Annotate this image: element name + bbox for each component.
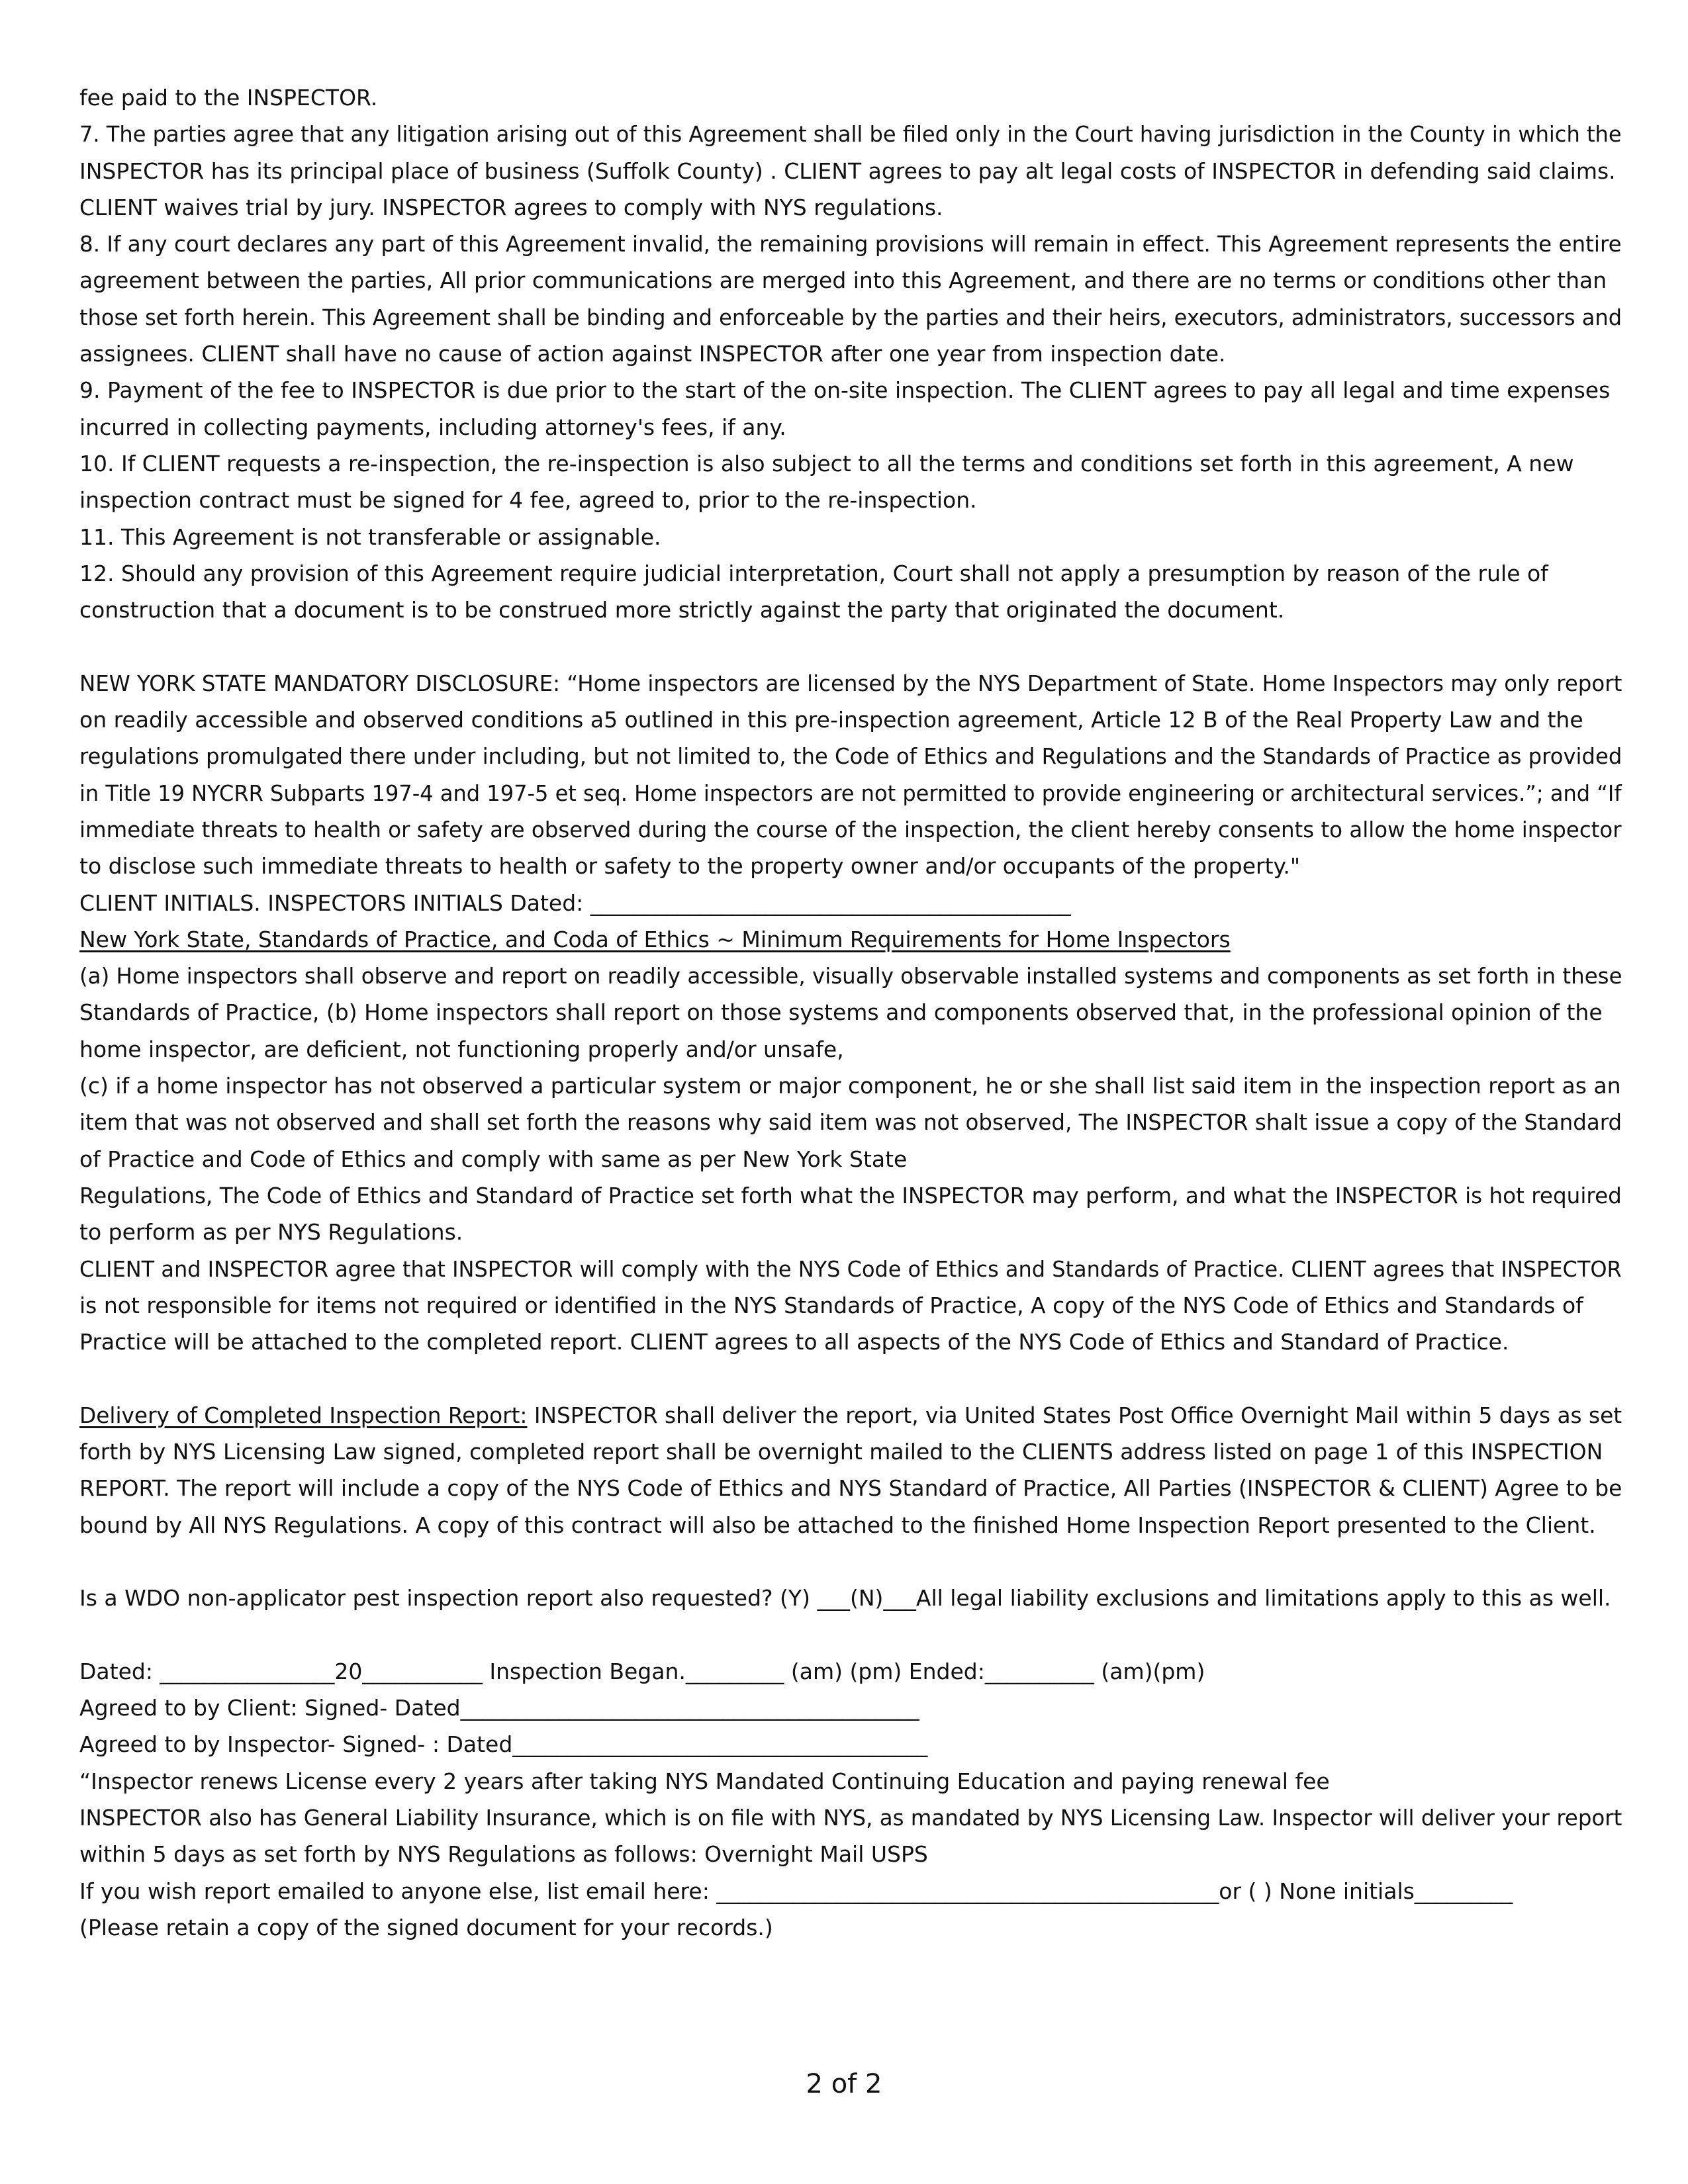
text-line: bound by All NYS Regulations. A copy of this contract will also be attached to the finished Home Inspection Report presented to the Client. xyxy=(79,1512,1596,1538)
text-line: 11. This Agreement is not transferable or assignable. xyxy=(79,523,661,550)
blank-line xyxy=(79,1616,1622,1653)
delivery-paragraph-first-line xyxy=(79,1397,1622,1433)
text-line: is not responsible for items not required or identified in the NYS Standards of Practice, A copy of the NYS Code of Ethics and Standards of xyxy=(79,1292,1583,1318)
agreement-text xyxy=(79,79,1622,1397)
text-line: 7. The parties agree that any litigation arising out of this Agreement shall be filed only in the Court having jurisdiction in the County in which the xyxy=(79,121,1622,148)
text-line: on readily accessible and observed conditions a5 outlined in this pre-inspection agreement, Article 12 B of the Real Property Law and the xyxy=(79,707,1583,733)
text-line: If you wish report emailed to anyone else, list email here: ______________________________________________or ( ) None initials_________ xyxy=(79,1878,1513,1904)
text-line: CLIENT INITIALS. INSPECTORS INITIALS Dated: ____________________________________________ xyxy=(79,889,1071,916)
text-line: CLIENT waives trial by jury. INSPECTOR agrees to comply with NYS regulations. xyxy=(79,194,943,220)
text-line: to disclose such immediate threats to health or safety to the property owner and/or occupants of the property." xyxy=(79,853,1301,880)
text-line: INSPECTOR also has General Liability Insurance, which is on file with NYS, as mandated by NYS Licensing Law. Inspector will deliver your report xyxy=(79,1804,1622,1831)
text-line: Dated: ________________20___________ Inspection Began._________ (am) (pm) Ended:__________ (am)(pm) xyxy=(79,1658,1205,1684)
text-line: incurred in collecting payments, including attorney's fees, if any. xyxy=(79,414,786,440)
text-line: home inspector, are deficient, not functioning properly and/or unsafe, xyxy=(79,1036,844,1062)
text-line: those set forth herein. This Agreement shall be binding and enforceable by the parties and their heirs, executors, administrators, successors and xyxy=(79,304,1622,330)
text-line: forth by NYS Licensing Law signed, completed report shall be overnight mailed to the CLIENTS address listed on page 1 of this INSPECTION xyxy=(79,1438,1603,1465)
text-line: Is a WDO non-applicator pest inspection report also requested? (Y) ___(N)___All legal liability exclusions and limitations apply to this as well. xyxy=(79,1585,1611,1612)
text-line: New York State, Standards of Practice, and Coda of Ethics ~ Minimum Requirements for Home Inspectors xyxy=(79,926,1231,952)
text-line: agreement between the parties, All prior communications are merged into this Agreement, and there are no terms or conditions other than xyxy=(79,267,1607,294)
text-line: Standards of Practice, (b) Home inspectors shall report on those systems and components observed that, in the professional opinion of the xyxy=(79,999,1603,1026)
delivery-paragraph xyxy=(79,1433,1622,1543)
text-line: (a) Home inspectors shall observe and report on readily accessible, visually observable installed systems and components as set forth in these xyxy=(79,963,1622,989)
text-line: fee paid to the INSPECTOR. xyxy=(79,85,378,111)
document-body xyxy=(79,79,1622,1946)
text-line: (Please retain a copy of the signed document for your records.) xyxy=(79,1914,773,1940)
text-line: inspection contract must be signed for 4 fee, agreed to, prior to the re-inspection. xyxy=(79,487,977,514)
text-line: 10. If CLIENT requests a re-inspection, the re-inspection is also subject to all the terms and conditions set forth in this agreement, A new xyxy=(79,450,1574,477)
text-line: Regulations, The Code of Ethics and Standard of Practice set forth what the INSPECTOR may perform, and what the INSPECTOR is hot required xyxy=(79,1182,1622,1208)
text-line: Agreed to by Inspector- Signed- : Dated______________________________________ xyxy=(79,1731,928,1758)
text-line: assignees. CLIENT shall have no cause of action against INSPECTOR after one year from inspection date. xyxy=(79,341,1226,367)
text-line: INSPECTOR has its principal place of business (Suffolk County) . CLIENT agrees to pay alt legal costs of INSPECTOR in defending said claims. xyxy=(79,158,1616,184)
text-line: immediate threats to health or safety are observed during the course of the inspection, the client hereby consents to allow the home inspector xyxy=(79,816,1622,842)
text-line: REPORT. The report will include a copy of the NYS Code of Ethics and NYS Standard of Practice, All Parties (INSPECTOR & CLIENT) Agree to be xyxy=(79,1475,1622,1502)
text-line: regulations promulgated there under including, but not limited to, the Code of Ethics and Regulations and the Standards of Practice as provided xyxy=(79,743,1622,770)
text-line: Agreed to by Client: Signed- Dated__________________________________________ xyxy=(79,1695,919,1721)
text-line: 12. Should any provision of this Agreement require judicial interpretation, Court shall not apply a presumption by reason of the rule of xyxy=(79,560,1548,586)
blank-line xyxy=(79,628,1622,664)
blank-line xyxy=(79,1360,1622,1396)
text-line: 8. If any court declares any part of this Agreement invalid, the remaining provisions will remain in effect. This Agreement represents the entire xyxy=(79,231,1622,257)
delivery-first-line-text: INSPECTOR shall deliver the report, via United States Post Office Overnight Mail within 5 days as set xyxy=(527,1402,1622,1428)
text-line: to perform as per NYS Regulations. xyxy=(79,1219,463,1246)
text-line: of Practice and Code of Ethics and comply with same as per New York State xyxy=(79,1146,908,1172)
blank-line xyxy=(79,1543,1622,1580)
text-line: NEW YORK STATE MANDATORY DISCLOSURE: “Home inspectors are licensed by the NYS Department of State. Home Inspectors may only report xyxy=(79,670,1622,696)
text-line: item that was not observed and shall set forth the reasons why said item was not observed, The INSPECTOR shalt issue a copy of the Standard xyxy=(79,1109,1622,1136)
text-line: construction that a document is to be construed more strictly against the party that originated the document. xyxy=(79,597,1285,623)
signature-section xyxy=(79,1543,1622,1946)
text-line: (c) if a home inspector has not observed a particular system or major component, he or she shall list said item in the inspection report as an xyxy=(79,1073,1621,1099)
text-line: Practice will be attached to the completed report. CLIENT agrees to all aspects of the NYS Code of Ethics and Standard of Practice. xyxy=(79,1329,1509,1355)
text-line: within 5 days as set forth by NYS Regulations as follows: Overnight Mail USPS xyxy=(79,1841,928,1868)
page-number: 2 of 2 xyxy=(806,2069,882,2099)
text-line: in Title 19 NYCRR Subparts 197-4 and 197-5 et seq. Home inspectors are not permitted to provide engineering or architectural services.”; and “If xyxy=(79,780,1622,806)
text-line: CLIENT and INSPECTOR agree that INSPECTOR will comply with the NYS Code of Ethics and Standards of Practice. CLIENT agrees that INSPECTOR xyxy=(79,1255,1622,1282)
delivery-heading: Delivery of Completed Inspection Report: xyxy=(79,1402,528,1428)
text-line: “Inspector renews License every 2 years after taking NYS Mandated Continuing Education and paying renewal fee xyxy=(79,1768,1330,1794)
text-line: 9. Payment of the fee to INSPECTOR is due prior to the start of the on-site inspection. The CLIENT agrees to pay all legal and time expenses xyxy=(79,377,1611,404)
